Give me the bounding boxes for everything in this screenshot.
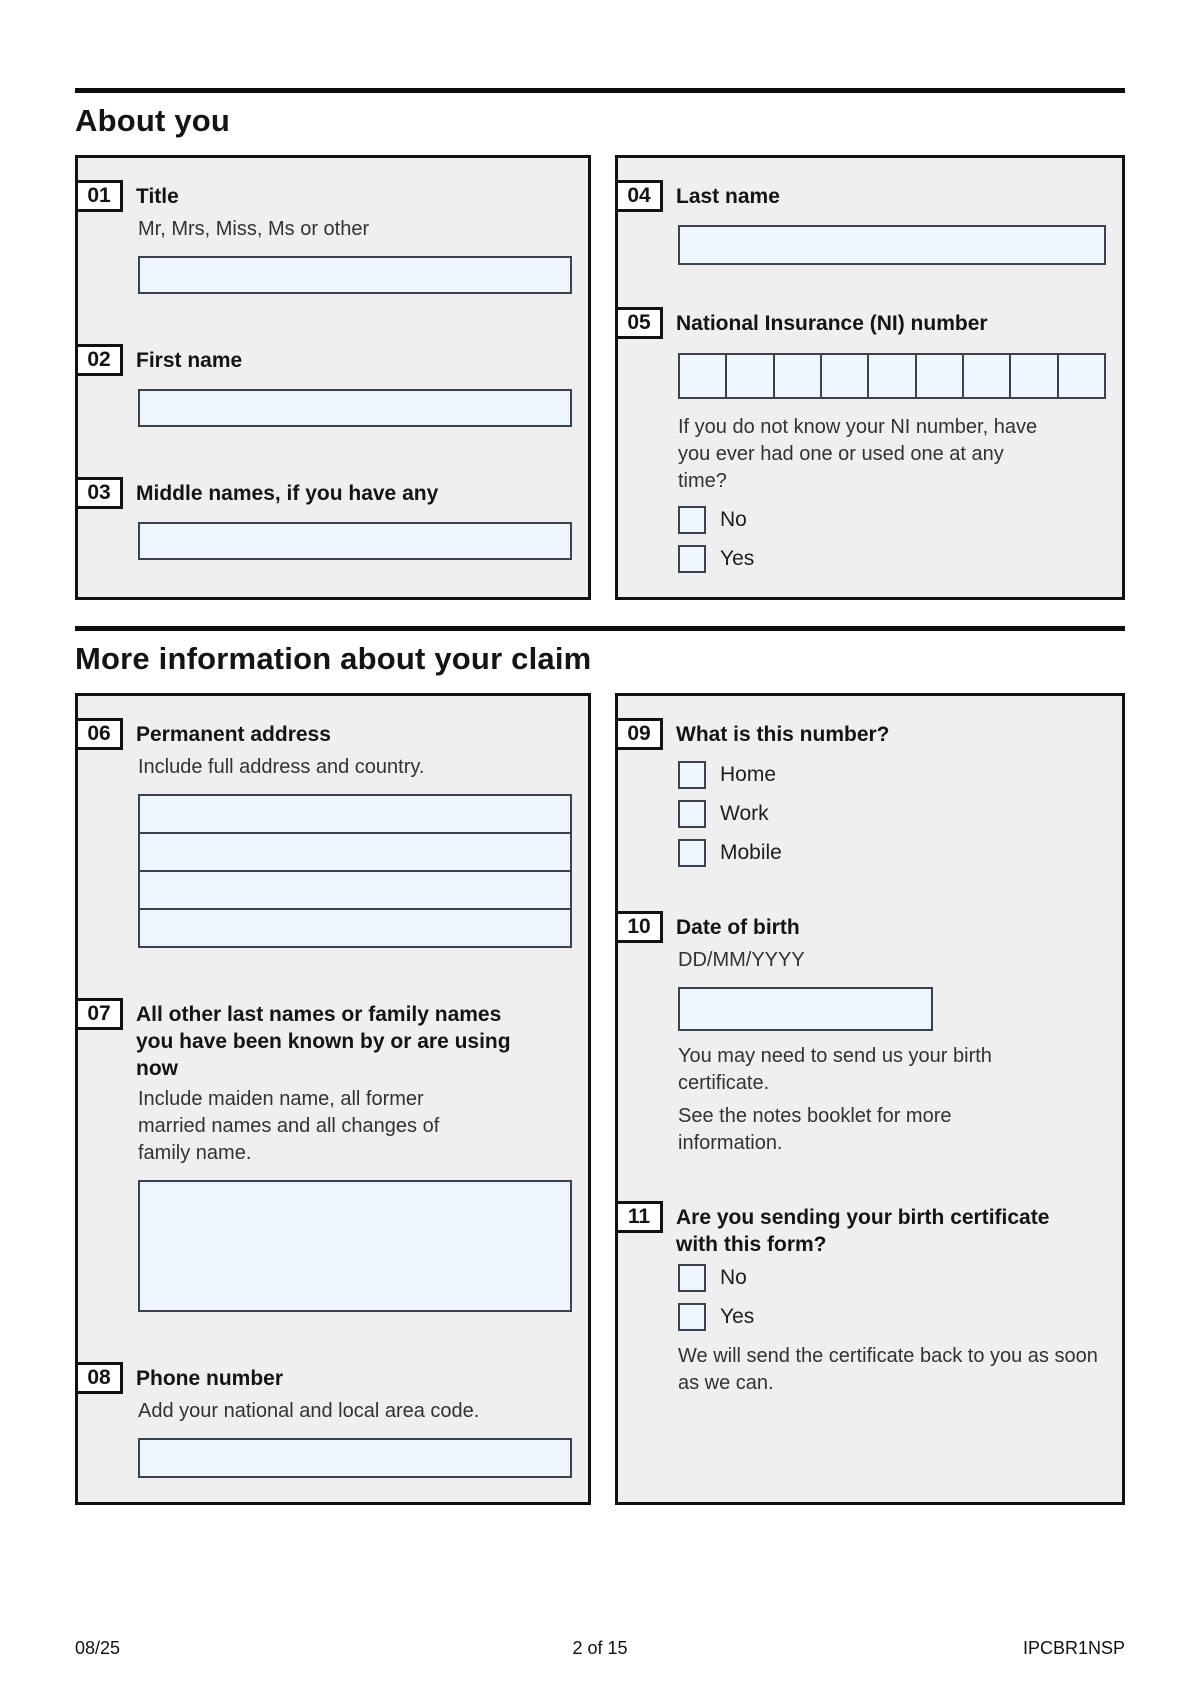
ni-cell[interactable]	[867, 353, 916, 399]
yes-checkbox[interactable]	[678, 1303, 706, 1331]
about-you-columns	[75, 155, 1125, 600]
ni-cell[interactable]	[1057, 353, 1106, 399]
field-06-hint: Include full address and country.	[138, 756, 425, 778]
field-07-hint: Include maiden name, all former married names and all changes of family name.	[138, 1088, 440, 1164]
certificate-option-no[interactable]	[678, 1264, 1106, 1292]
field-05-number-badge: 05	[615, 307, 663, 339]
send-back-note: We will send the certificate back to you as soon as we can.	[678, 1345, 1098, 1394]
field-04-head	[618, 180, 1122, 212]
field-10-label: Date of birth	[676, 916, 800, 939]
no-checkbox[interactable]	[678, 506, 706, 534]
field-08-number-badge: 08	[75, 1362, 123, 1394]
ni-option-yes[interactable]	[678, 545, 1106, 573]
field-02-head	[78, 344, 588, 376]
number-type-work[interactable]	[678, 800, 1106, 828]
field-04-last-name	[618, 180, 1122, 265]
footer-form-id: IPCBR1NSP	[1022, 1638, 1125, 1658]
work-checkbox[interactable]	[678, 800, 706, 828]
field-11-number-badge: 11	[615, 1201, 663, 1233]
field-07-head	[78, 998, 588, 1082]
field-09-number-badge: 09	[615, 718, 663, 750]
field-03-head	[78, 477, 588, 509]
field-03-label: Middle names, if you have any	[136, 482, 439, 505]
field-01-title	[78, 180, 588, 294]
field-01-label: Title	[136, 185, 179, 208]
phone-number-input[interactable]	[138, 1438, 572, 1478]
field-02-number-badge: 02	[75, 344, 123, 376]
field-07-number-badge: 07	[75, 998, 123, 1030]
field-11-sending-certificate	[618, 1201, 1122, 1397]
field-06-permanent-address	[78, 718, 588, 948]
ni-question: If you do not know your NI number, have you ever had one or used one at any time?	[678, 416, 1038, 492]
no-checkbox-label: No	[720, 1266, 747, 1289]
field-10-date-of-birth	[618, 911, 1122, 1157]
field-10-number-badge: 10	[615, 911, 663, 943]
footer-page-number: 2 of 15	[572, 1638, 628, 1658]
work-checkbox-label: Work	[720, 802, 769, 825]
address-line-3-input[interactable]	[138, 870, 572, 910]
section-title-more-information: More information about your claim	[75, 641, 592, 676]
number-type-mobile[interactable]	[678, 839, 1106, 867]
birth-certificate-note: You may need to send us your birth certificate.	[678, 1045, 992, 1094]
field-11-label: Are you sending your birth certificate with this form?	[676, 1206, 1050, 1256]
yes-checkbox-label: Yes	[720, 1305, 755, 1328]
field-08-hint: Add your national and local area code.	[138, 1400, 480, 1422]
ni-cell[interactable]	[678, 353, 727, 399]
field-03-middle-names	[78, 477, 588, 560]
home-checkbox[interactable]	[678, 761, 706, 789]
ni-option-no[interactable]	[678, 506, 1106, 534]
yes-checkbox-label: Yes	[720, 547, 755, 570]
field-10-head	[618, 911, 1122, 943]
ni-cell[interactable]	[1009, 353, 1058, 399]
field-05-ni-number	[618, 307, 1122, 573]
footer-date: 08/25	[75, 1638, 121, 1658]
address-lines	[138, 794, 572, 948]
field-08-phone-number	[78, 1362, 588, 1478]
notes-booklet-note: See the notes booklet for more information.	[678, 1105, 952, 1154]
section-divider	[75, 88, 1125, 93]
ni-cell[interactable]	[962, 353, 1011, 399]
claim-right-box	[615, 693, 1125, 1505]
field-01-number-badge: 01	[75, 180, 123, 212]
title-input[interactable]	[138, 256, 572, 294]
no-checkbox[interactable]	[678, 1264, 706, 1292]
field-06-number-badge: 06	[75, 718, 123, 750]
first-name-input[interactable]	[138, 389, 572, 427]
field-03-number-badge: 03	[75, 477, 123, 509]
field-05-head	[618, 307, 1122, 339]
field-09-label: What is this number?	[676, 723, 890, 746]
ni-cell[interactable]	[725, 353, 774, 399]
field-04-label: Last name	[676, 185, 780, 208]
field-09-head	[618, 718, 1122, 750]
address-line-2-input[interactable]	[138, 832, 572, 872]
number-type-home[interactable]	[678, 761, 1106, 789]
field-07-label: All other last names or family names you have been known by or are using now	[136, 1003, 511, 1080]
page-footer	[75, 1638, 1125, 1662]
address-line-4-input[interactable]	[138, 908, 572, 948]
mobile-checkbox-label: Mobile	[720, 841, 782, 864]
field-05-label: National Insurance (NI) number	[676, 312, 988, 335]
field-06-label: Permanent address	[136, 723, 331, 746]
field-09-number-type	[618, 718, 1122, 867]
about-you-left-box	[75, 155, 591, 600]
home-checkbox-label: Home	[720, 763, 777, 786]
claim-left-box	[75, 693, 591, 1505]
address-line-1-input[interactable]	[138, 794, 572, 834]
mobile-checkbox[interactable]	[678, 839, 706, 867]
field-06-head	[78, 718, 588, 750]
field-01-hint: Mr, Mrs, Miss, Ms or other	[138, 218, 370, 240]
claim-columns	[75, 693, 1125, 1505]
section-title-about-you: About you	[75, 103, 231, 138]
ni-cell[interactable]	[915, 353, 964, 399]
ni-cell[interactable]	[773, 353, 822, 399]
ni-cell[interactable]	[820, 353, 869, 399]
field-08-label: Phone number	[136, 1367, 284, 1390]
field-02-label: First name	[136, 349, 243, 372]
field-01-head	[78, 180, 588, 212]
other-names-textarea[interactable]	[138, 1180, 572, 1312]
field-11-head	[618, 1201, 1122, 1258]
field-02-first-name	[78, 344, 588, 427]
section-divider	[75, 626, 1125, 631]
field-08-head	[78, 1362, 588, 1394]
field-07-other-names	[78, 998, 588, 1312]
yes-checkbox[interactable]	[678, 545, 706, 573]
last-name-input[interactable]	[678, 225, 1106, 265]
field-10-hint: DD/MM/YYYY	[678, 949, 805, 971]
ni-number-input[interactable]	[678, 353, 1106, 399]
certificate-option-yes[interactable]	[678, 1303, 1106, 1331]
date-of-birth-input[interactable]	[678, 987, 933, 1031]
middle-names-input[interactable]	[138, 522, 572, 560]
field-04-number-badge: 04	[615, 180, 663, 212]
about-you-right-box	[615, 155, 1125, 600]
no-checkbox-label: No	[720, 508, 747, 531]
